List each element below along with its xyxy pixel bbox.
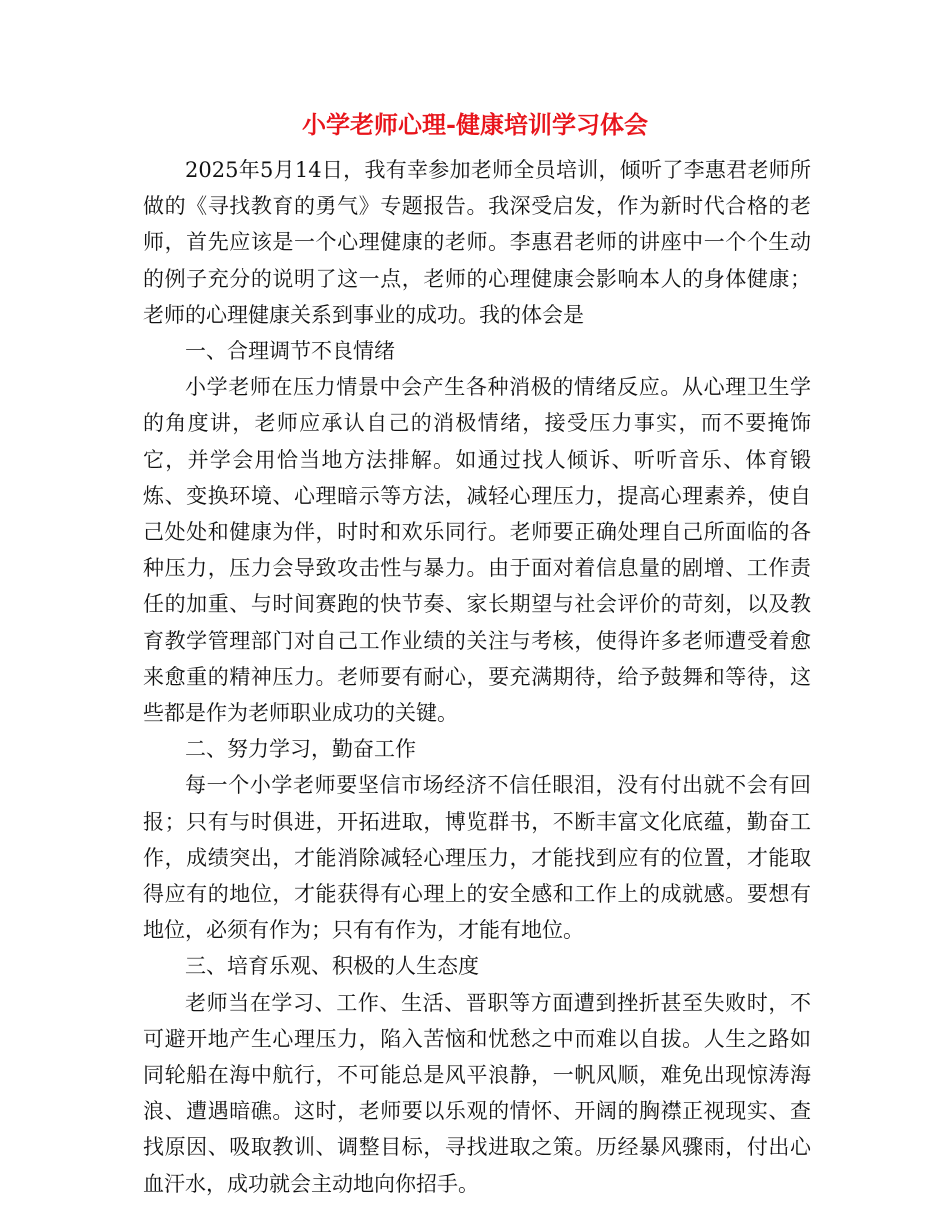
section-heading-3: 三、培育乐观、积极的人生态度 (185, 954, 479, 979)
section-heading-2: 二、努力学习，勤奋工作 (185, 737, 416, 762)
section-heading-1: 一、合理调节不良情绪 (185, 339, 395, 364)
paragraph-section-1: 小学老师在压力情景中会产生各种消极的情绪反应。从心理卫生学的角度讲，老师应承认自己的消极情绪，接受压力事实，而不要掩饰它，并学会用恰当地方法排解。如通过找人倾诉、听听音乐、体育锻炼、变换环境、心理暗示等方法，减轻心理压力，提高心理素养，使自己处处和健康为伴，时时和欢乐同行。老师要正确处理自己所面临的各种压力，压力会导致攻击性与暴力。由于面对着信息量的剧增、工作责任的加重、与时间赛跑的快节奏、家长期望与社会评价的苛刻，以及教育教学管理部门对自己工作业绩的关注与考核，使得许多老师遭受着愈来愈重的精神压力。老师要有耐心，要充满期待，给予鼓舞和等待，这些都是作为老师职业成功的关键。 (143, 375, 811, 726)
paragraph-intro: 2025年5月14日，我有幸参加老师全员培训，倾听了李惠君老师所做的《寻找教育的勇气》专题报告。我深受启发，作为新时代合格的老师，首先应该是一个心理健康的老师。李惠君老师的讲座中一个个生动的例子充分的说明了这一点，老师的心理健康会影响本人的身体健康；老师的心理健康关系到事业的成功。我的体会是 (143, 158, 811, 327)
paragraph-section-3: 老师当在学习、工作、生活、晋职等方面遭到挫折甚至失败时，不可避开地产生心理压力，陷入苦恼和忧愁之中而难以自拔。人生之路如同轮船在海中航行，不可能总是风平浪静，一帆风顺，难免出现惊涛海浪、遭遇暗礁。这时，老师要以乐观的情怀、开阔的胸襟正视现实、查找原因、吸取教训、调整目标，寻找进取之策。历经暴风骤雨，付出心血汗水，成功就会主动地向你招手。 (143, 990, 811, 1196)
document-title: 小学老师心理-健康培训学习体会 (302, 110, 648, 139)
document-body (143, 152, 811, 1202)
paragraph-section-2: 每一个小学老师要坚信市场经济不信任眼泪，没有付出就不会有回报；只有与时俱进，开拓进取，博览群书，不断丰富文化底蕴，勤奋工作，成绩突出，才能消除减轻心理压力，才能找到应有的位置，才能取得应有的地位，才能获得有心理上的安全感和工作上的成就感。要想有地位，必须有作为；只有有作为，才能有地位。 (143, 773, 811, 943)
